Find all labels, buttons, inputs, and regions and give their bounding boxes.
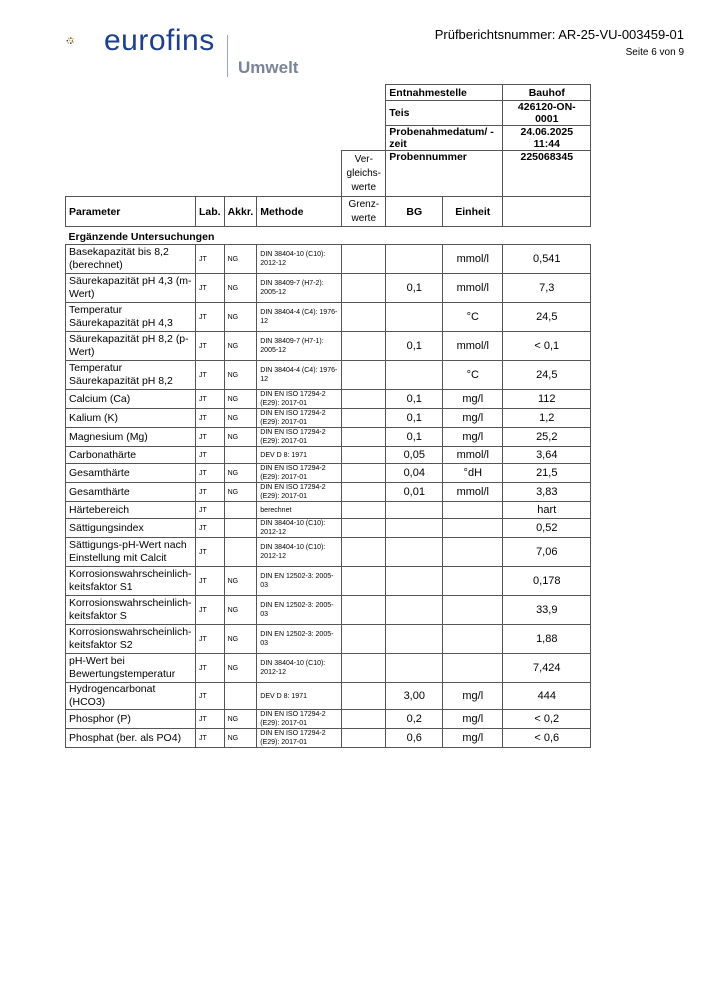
unit-cell [443, 538, 503, 567]
akkr-cell [224, 502, 257, 519]
value-cell: 112 [503, 390, 591, 409]
akkr-cell: NG [224, 483, 257, 502]
unit-cell: mmol/l [443, 245, 503, 274]
table-row [66, 361, 591, 390]
method-cell: DIN EN ISO 17294-2 (E29): 2017-01 [257, 729, 342, 748]
lab-cell: JT [196, 625, 225, 654]
vergleichswert-cell [342, 625, 386, 654]
vergleichswert-cell [342, 683, 386, 710]
method-cell: DIN EN ISO 17294-2 (E29): 2017-01 [257, 464, 342, 483]
unit-cell: mg/l [443, 710, 503, 729]
unit-cell: mg/l [443, 428, 503, 447]
col-parameter: Parameter [66, 197, 196, 227]
table-row [66, 729, 591, 748]
division-name: Umwelt [238, 58, 299, 77]
value-cell: 33,9 [503, 596, 591, 625]
value-cell: 24,5 [503, 303, 591, 332]
vergleichswert-cell [342, 447, 386, 464]
unit-cell [443, 596, 503, 625]
vergleichswert-cell [342, 332, 386, 361]
probennummer-label: Probennummer [386, 151, 503, 197]
sample-info-value: 426120-ON-0001 [503, 101, 591, 126]
lab-cell: JT [196, 428, 225, 447]
table-row [66, 502, 591, 519]
method-cell: DIN 38409-7 (H7-1): 2005-12 [257, 332, 342, 361]
method-cell: DIN 38404-10 (C10): 2012-12 [257, 245, 342, 274]
method-cell: DIN 38404-4 (C4): 1976-12 [257, 361, 342, 390]
method-cell: DEV D 8: 1971 [257, 447, 342, 464]
sample-info-label: Entnahmestelle [386, 85, 503, 101]
value-cell: 25,2 [503, 428, 591, 447]
table-row [66, 303, 591, 332]
vergleichswert-cell [342, 596, 386, 625]
vergleichswert-cell [342, 567, 386, 596]
results-table [65, 84, 591, 748]
table-row [66, 710, 591, 729]
parameter-cell: Sättigungs-pH-Wert nach Einstellung mit Calcit [66, 538, 196, 567]
method-cell: DIN EN 12502-3: 2005-03 [257, 567, 342, 596]
unit-cell: °dH [443, 464, 503, 483]
value-cell: 444 [503, 683, 591, 710]
bg-cell: 0,1 [386, 390, 443, 409]
logo-divider [227, 35, 228, 77]
akkr-cell: NG [224, 596, 257, 625]
vergleichswert-cell [342, 502, 386, 519]
akkr-cell: NG [224, 464, 257, 483]
probennummer-value: 225068345 [503, 151, 591, 197]
method-cell: DIN EN ISO 17294-2 (E29): 2017-01 [257, 710, 342, 729]
col-einheit: Einheit [443, 197, 503, 227]
vergleichswert-cell [342, 519, 386, 538]
bg-cell: 0,1 [386, 428, 443, 447]
akkr-cell: NG [224, 274, 257, 303]
lab-cell: JT [196, 447, 225, 464]
parameter-cell: Temperatur Säurekapazität pH 8,2 [66, 361, 196, 390]
page-number: Seite 6 von 9 [625, 47, 684, 58]
parameter-cell: Säurekapazität pH 8,2 (p-Wert) [66, 332, 196, 361]
value-cell: 0,541 [503, 245, 591, 274]
table-row [66, 447, 591, 464]
method-cell: DIN EN 12502-3: 2005-03 [257, 625, 342, 654]
unit-cell: mmol/l [443, 332, 503, 361]
vergleichswert-cell [342, 729, 386, 748]
akkr-cell: NG [224, 567, 257, 596]
bg-cell: 0,1 [386, 332, 443, 361]
akkr-cell: NG [224, 303, 257, 332]
method-cell: DEV D 8: 1971 [257, 683, 342, 710]
table-row [66, 464, 591, 483]
akkr-cell: NG [224, 625, 257, 654]
unit-cell: mg/l [443, 409, 503, 428]
lab-cell: JT [196, 409, 225, 428]
method-cell: DIN EN ISO 17294-2 (E29): 2017-01 [257, 390, 342, 409]
method-cell: berechnet [257, 502, 342, 519]
vergleichswert-cell [342, 654, 386, 683]
bg-cell [386, 303, 443, 332]
vergleichswerte-header: Ver-gleichs-werte [342, 151, 386, 197]
akkr-cell: NG [224, 654, 257, 683]
method-cell: DIN 38409-7 (H7-2): 2005-12 [257, 274, 342, 303]
akkr-cell [224, 683, 257, 710]
parameter-cell: Calcium (Ca) [66, 390, 196, 409]
lab-cell: JT [196, 596, 225, 625]
value-cell: 0,52 [503, 519, 591, 538]
unit-cell: mg/l [443, 390, 503, 409]
parameter-cell: Phosphat (ber. als PO4) [66, 729, 196, 748]
unit-cell: °C [443, 303, 503, 332]
col-value [503, 197, 591, 227]
vergleichswert-cell [342, 464, 386, 483]
vergleichswert-cell [342, 710, 386, 729]
parameter-cell: Härtebereich [66, 502, 196, 519]
table-row [66, 245, 591, 274]
table-row [66, 654, 591, 683]
value-cell: 24,5 [503, 361, 591, 390]
bg-cell [386, 625, 443, 654]
lab-cell: JT [196, 464, 225, 483]
table-row [66, 428, 591, 447]
sample-info-label: Probenahmedatum/ -zeit [386, 126, 503, 151]
value-cell: < 0,6 [503, 729, 591, 748]
value-cell: 3,83 [503, 483, 591, 502]
parameter-cell: Gesamthärte [66, 464, 196, 483]
bg-cell [386, 519, 443, 538]
value-cell: 0,178 [503, 567, 591, 596]
vergleichswert-cell [342, 483, 386, 502]
value-cell: < 0,2 [503, 710, 591, 729]
vergleichswert-cell [342, 361, 386, 390]
parameter-cell: Carbonathärte [66, 447, 196, 464]
bg-cell [386, 245, 443, 274]
value-cell: hart [503, 502, 591, 519]
unit-cell [443, 625, 503, 654]
unit-cell: °C [443, 361, 503, 390]
lab-cell: JT [196, 245, 225, 274]
value-cell: 1,2 [503, 409, 591, 428]
unit-cell [443, 519, 503, 538]
parameter-cell: Kalium (K) [66, 409, 196, 428]
parameter-cell: Temperatur Säurekapazität pH 4,3 [66, 303, 196, 332]
lab-cell: JT [196, 710, 225, 729]
value-cell: 1,88 [503, 625, 591, 654]
akkr-cell: NG [224, 390, 257, 409]
value-cell: 7,3 [503, 274, 591, 303]
table-row [66, 409, 591, 428]
vergleichswert-cell [342, 390, 386, 409]
bg-cell [386, 567, 443, 596]
akkr-cell: NG [224, 710, 257, 729]
lab-cell: JT [196, 729, 225, 748]
bg-cell: 0,05 [386, 447, 443, 464]
vergleichswert-cell [342, 409, 386, 428]
value-cell: 3,64 [503, 447, 591, 464]
table-row [66, 274, 591, 303]
bg-cell: 0,1 [386, 274, 443, 303]
col-grenzwerte: Grenz-werte [342, 197, 386, 227]
unit-cell [443, 567, 503, 596]
unit-cell: mmol/l [443, 274, 503, 303]
parameter-cell: Hydrogencarbonat (HCO3) [66, 683, 196, 710]
vergleichswert-cell [342, 538, 386, 567]
vergleichswert-cell [342, 274, 386, 303]
bg-cell: 0,1 [386, 409, 443, 428]
bg-cell [386, 538, 443, 567]
method-cell: DIN 38404-10 (C10): 2012-12 [257, 654, 342, 683]
lab-cell: JT [196, 483, 225, 502]
parameter-cell: Korrosionswahrscheinlich-keitsfaktor S [66, 596, 196, 625]
lab-cell: JT [196, 654, 225, 683]
unit-cell: mg/l [443, 683, 503, 710]
parameter-cell: Magnesium (Mg) [66, 428, 196, 447]
lab-cell: JT [196, 390, 225, 409]
table-row [66, 483, 591, 502]
sample-info-value: 24.06.2025 11:44 [503, 126, 591, 151]
eurofins-logo-icon [66, 26, 106, 56]
unit-cell [443, 502, 503, 519]
bg-cell: 3,00 [386, 683, 443, 710]
table-row [66, 332, 591, 361]
akkr-cell: NG [224, 332, 257, 361]
method-cell: DIN 38404-10 (C10): 2012-12 [257, 519, 342, 538]
parameter-cell: Korrosionswahrscheinlich-keitsfaktor S2 [66, 625, 196, 654]
lab-cell: JT [196, 303, 225, 332]
akkr-cell [224, 538, 257, 567]
method-cell: DIN 38404-10 (C10): 2012-12 [257, 538, 342, 567]
bg-cell [386, 502, 443, 519]
value-cell: 21,5 [503, 464, 591, 483]
brand-name: eurofins [104, 24, 215, 57]
unit-cell: mg/l [443, 729, 503, 748]
unit-cell: mmol/l [443, 483, 503, 502]
akkr-cell: NG [224, 245, 257, 274]
method-cell: DIN EN ISO 17294-2 (E29): 2017-01 [257, 409, 342, 428]
col-bg: BG [386, 197, 443, 227]
table-row [66, 519, 591, 538]
lab-cell: JT [196, 683, 225, 710]
table-row [66, 683, 591, 710]
akkr-cell [224, 447, 257, 464]
col-methode: Methode [257, 197, 342, 227]
bg-cell [386, 654, 443, 683]
unit-cell: mmol/l [443, 447, 503, 464]
lab-cell: JT [196, 332, 225, 361]
lab-cell: JT [196, 274, 225, 303]
lab-cell: JT [196, 519, 225, 538]
parameter-cell: Säurekapazität pH 4,3 (m-Wert) [66, 274, 196, 303]
bg-cell: 0,2 [386, 710, 443, 729]
unit-cell [443, 654, 503, 683]
vergleichswert-cell [342, 245, 386, 274]
parameter-cell: Sättigungsindex [66, 519, 196, 538]
value-cell: 7,424 [503, 654, 591, 683]
bg-cell [386, 596, 443, 625]
lab-cell: JT [196, 538, 225, 567]
bg-cell: 0,01 [386, 483, 443, 502]
table-row [66, 596, 591, 625]
method-cell: DIN 38404-4 (C4): 1976-12 [257, 303, 342, 332]
method-cell: DIN EN ISO 17294-2 (E29): 2017-01 [257, 428, 342, 447]
table-row [66, 390, 591, 409]
parameter-cell: Gesamthärte [66, 483, 196, 502]
lab-cell: JT [196, 567, 225, 596]
akkr-cell: NG [224, 729, 257, 748]
section-title: Ergänzende Untersuchungen [68, 230, 215, 243]
bg-cell: 0,6 [386, 729, 443, 748]
sample-info-value: Bauhof [503, 85, 591, 101]
akkr-cell [224, 519, 257, 538]
parameter-cell: pH-Wert bei Bewertungstemperatur [66, 654, 196, 683]
parameter-cell: Basekapazität bis 8,2 (berechnet) [66, 245, 196, 274]
akkr-cell: NG [224, 428, 257, 447]
vergleichswert-cell [342, 303, 386, 332]
akkr-cell: NG [224, 361, 257, 390]
parameter-cell: Korrosionswahrscheinlich-keitsfaktor S1 [66, 567, 196, 596]
value-cell: < 0,1 [503, 332, 591, 361]
sample-info-label: Teis [386, 101, 503, 126]
akkr-cell: NG [224, 409, 257, 428]
method-cell: DIN EN 12502-3: 2005-03 [257, 596, 342, 625]
table-row [66, 625, 591, 654]
method-cell: DIN EN ISO 17294-2 (E29): 2017-01 [257, 483, 342, 502]
report-number: Prüfberichtsnummer: AR-25-VU-003459-01 [434, 27, 684, 42]
col-lab: Lab. [196, 197, 225, 227]
table-row [66, 567, 591, 596]
bg-cell [386, 361, 443, 390]
value-cell: 7,06 [503, 538, 591, 567]
lab-cell: JT [196, 361, 225, 390]
vergleichswert-cell [342, 428, 386, 447]
parameter-cell: Phosphor (P) [66, 710, 196, 729]
table-row [66, 538, 591, 567]
bg-cell: 0,04 [386, 464, 443, 483]
lab-cell: JT [196, 502, 225, 519]
col-akkr: Akkr. [224, 197, 257, 227]
